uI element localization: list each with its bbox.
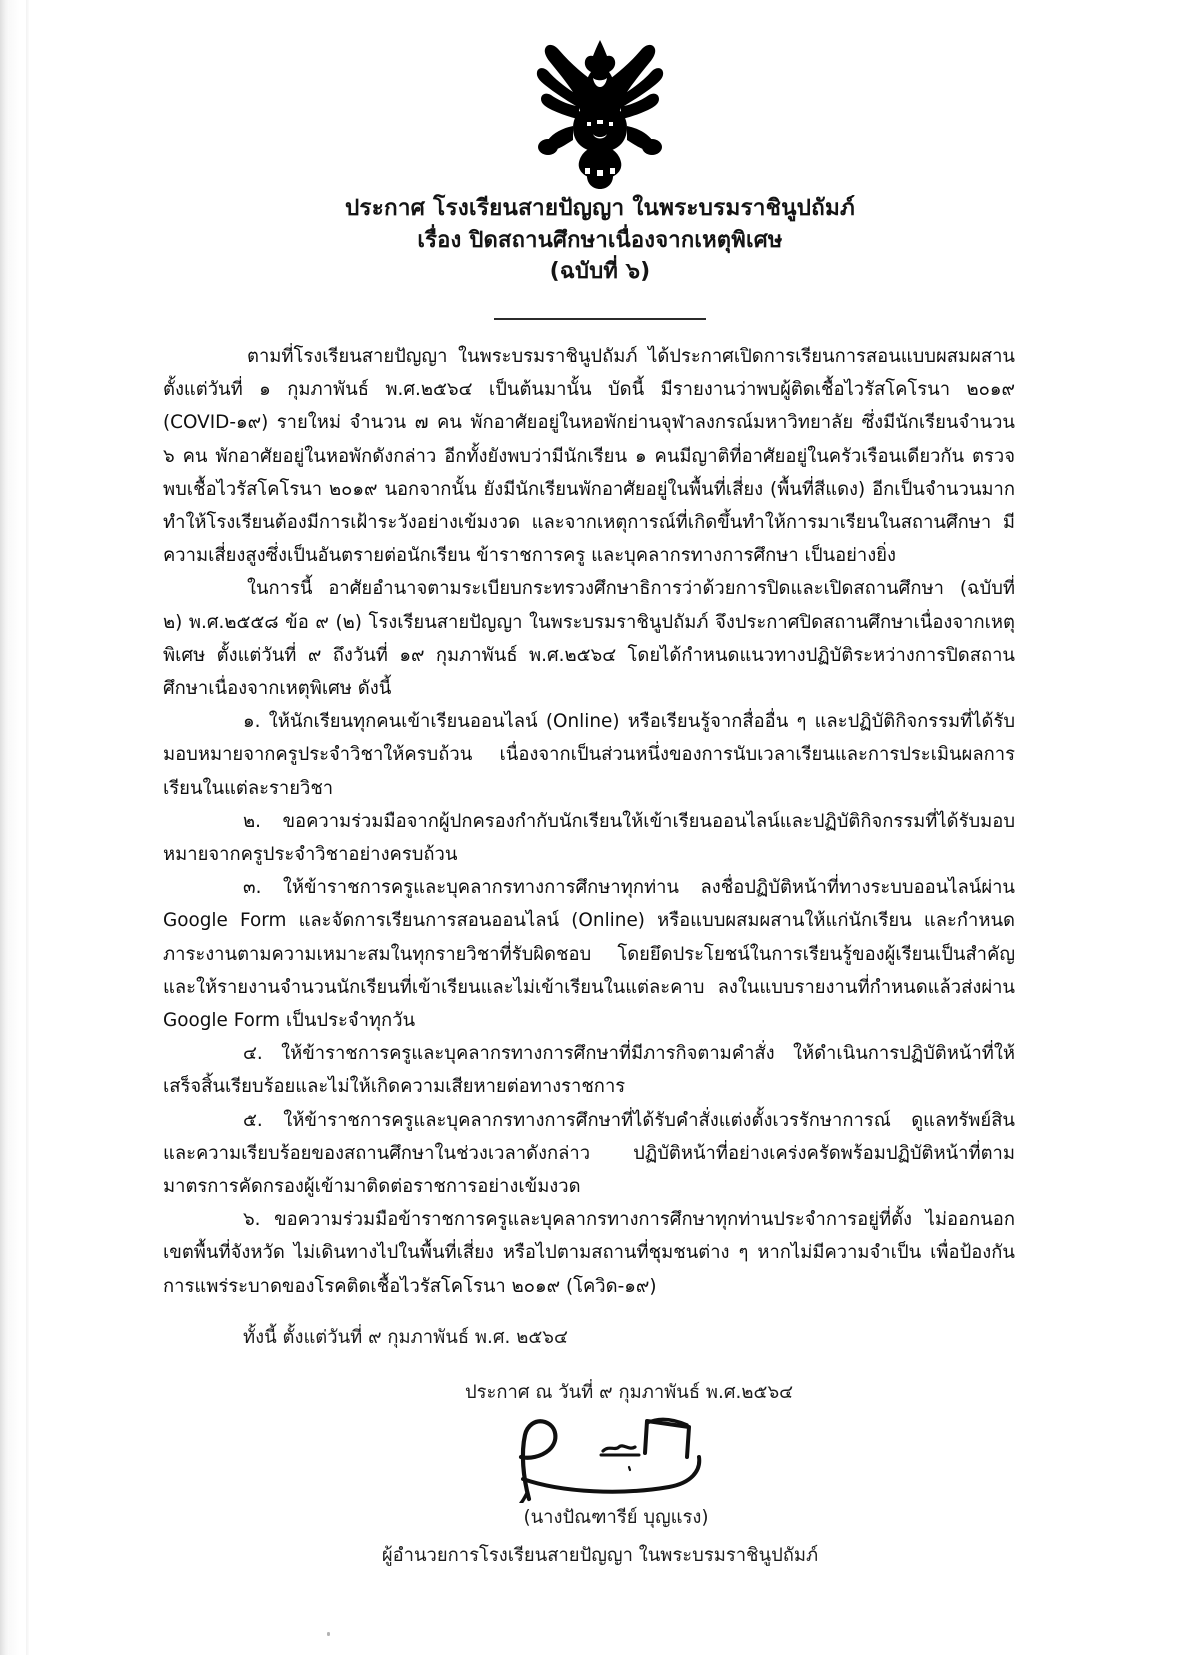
list-item-6-text: ๖. ขอความร่วมมือข้าราชการครูและบุคลากรทางการศึกษาทุกท่านประจำการอยู่ที่ตั้ง ไม่ออกนอกเขตพื้นที่จังหวัด ไม่เดินทางไปในพื้นที่เสี่ยง หรือไปตามสถานที่ชุมชนต่าง ๆ หากไม่มีความจำเป็น เพื่อป้องกันการแพร่ระบาดของโรคติดเชื้อไวรัสโคโรนา ๒๐๑๙ (โควิด-๑๙) [163, 1209, 1015, 1297]
list-item-5-text: ๕. ให้ข้าราชการครูและบุคลากรทางการศึกษาที่ได้รับคำสั่งแต่งตั้งเวรรักษาการณ์ ดูแลทรัพย์สินและความเรียบร้อยของสถานศึกษาในช่วงเวลาดังกล่าว ปฏิบัติหน้าที่อย่างเคร่งครัดพร้อมปฏิบัติหน้าที่ตามมาตรการคัดกรองผู้เข้ามาติดต่อราชการอย่างเข้มงวด [163, 1109, 1015, 1198]
signature-mark-container [0, 1407, 1200, 1503]
garuda-emblem [515, 34, 685, 192]
list-item-4-text: ๔. ให้ข้าราชการครูและบุคลากรทางการศึกษาที่มีภารกิจตามคำสั่ง ให้ดำเนินการปฏิบัติหน้าที่ให้เสร็จสิ้นเรียบร้อยและไม่ให้เกิดความเสียหายต่อทางราชการ [163, 1043, 1015, 1098]
paragraph-authority-text: ในการนี้ อาศัยอำนาจตามระเบียบกระทรวงศึกษาธิการว่าด้วยการปิดและเปิดสถานศึกษา (ฉบับที่ ๒) พ.ศ.๒๕๕๘ ข้อ ๙ (๒) โรงเรียนสายปัญญา ในพระบรมราชินูปถัมภ์ จึงประกาศปิดสถานศึกษาเนื่องจากเหตุพิเศษ ตั้งแต่วันที่ ๙ ถึงวันที่ ๑๙ กุมภาพันธ์ พ.ศ.๒๕๖๔ โดยได้กำหนดแนวทางปฏิบัติระหว่างการปิดสถานศึกษาเนื่องจากเหตุพิเศษ ดังนี้ [163, 578, 1015, 700]
announcement-subject-line: เรื่อง ปิดสถานศึกษาเนื่องจากเหตุพิเศษ [417, 227, 783, 253]
list-item-1-text: ๑. ให้นักเรียนทุกคนเข้าเรียนออนไลน์ (Online) หรือเรียนรู้จากสื่ออื่น ๆ และปฏิบัติกิจกรรมที่ได้รับมอบหมายจากครูประจำวิชาให้ครบถ้วน เนื่องจากเป็นส่วนหนึ่งของการนับเวลาเรียนและการประเมินผลการเรียนในแต่ละรายวิชา [163, 711, 1015, 799]
effective-date-text: ทั้งนี้ ตั้งแต่วันที่ ๙ กุมภาพันธ์ พ.ศ. ๒๕๖๔ [243, 1327, 568, 1349]
document-title-block [0, 193, 1200, 287]
list-item-4 [163, 1037, 1015, 1103]
list-item-3 [163, 871, 1015, 1037]
list-item-2 [163, 805, 1015, 871]
list-item-3-text: ๓. ให้ข้าราชการครูและบุคลากรทางการศึกษาทุกท่าน ลงชื่อปฏิบัติหน้าที่ทางระบบออนไลน์ผ่าน Google Form และจัดการเรียนการสอนออนไลน์ (Online) หรือแบบผสมผสานให้แก่นักเรียน และกำหนดภาระงานตามความเหมาะสมในทุกรายวิชาที่รับผิดชอบ โดยยึดประโยชน์ในการเรียนรู้ของผู้เรียนเป็นสำคัญ และให้รายงานจำนวนนักเรียนที่เข้าเรียนและไม่เข้าเรียนในแต่ละคาบ ลงในแบบรายงานที่กำหนดแล้วส่งผ่าน Google Form เป็นประจำทุกวัน [163, 877, 1015, 1032]
signer-name: (นางปัณฑารีย์ บุญแรง) [523, 1507, 709, 1528]
scan-speck [327, 1632, 330, 1636]
list-item-5 [163, 1104, 1015, 1204]
signature-block [0, 1378, 1200, 1570]
effective-date-line [163, 1321, 1015, 1354]
announcement-title-line-1: ประกาศ โรงเรียนสายปัญญา ในพระบรมราชินูปถัมภ์ [344, 195, 856, 221]
paragraph-authority [163, 572, 1015, 705]
announced-on-line: ประกาศ ณ วันที่ ๙ กุมภาพันธ์ พ.ศ.๒๕๖๔ [464, 1382, 794, 1403]
list-item-2-text: ๒. ขอความร่วมมือจากผู้ปกครองกำกับนักเรียนให้เข้าเรียนออนไลน์และปฏิบัติกิจกรรมที่ได้รับมอบหมายจากครูประจำวิชาอย่างครบถ้วน [163, 810, 1015, 866]
announcement-edition-line: (ฉบับที่ ๖) [549, 259, 651, 285]
signer-title: ผู้อำนวยการโรงเรียนสายปัญญา ในพระบรมราชินูปถัมภ์ [381, 1545, 819, 1566]
handwritten-signature [463, 1407, 763, 1503]
list-item-6 [163, 1203, 1015, 1303]
document-body [163, 340, 1015, 1373]
title-divider-rule [494, 318, 706, 320]
paragraph-background [163, 340, 1015, 572]
paragraph-background-text: ตามที่โรงเรียนสายปัญญา ในพระบรมราชินูปถัมภ์ ได้ประกาศเปิดการเรียนการสอนแบบผสมผสาน ตั้งแต่วันที่ ๑ กุมภาพันธ์ พ.ศ.๒๕๖๔ เป็นต้นมานั้น บัดนี้ มีรายงานว่าพบผู้ติดเชื้อไวรัสโคโรนา ๒๐๑๙ (COVID-๑๙) รายใหม่ จำนวน ๗ คน พักอาศัยอยู่ในหอพักย่านจุฬาลงกรณ์มหาวิทยาลัย ซึ่งมีนักเรียนจำนวน ๖ คน พักอาศัยอยู่ในหอพักดังกล่าว อีกทั้งยังพบว่ามีนักเรียน ๑ คนมีญาติที่อาศัยอยู่ในครัวเรือนเดียวกัน ตรวจพบเชื้อไวรัสโคโรนา ๒๐๑๙ นอกจากนั้น ยังมีนักเรียนพักอาศัยอยู่ในพื้นที่เสี่ยง (พื้นที่สีแดง) อีกเป็นจำนวนมาก ทำให้โรงเรียนต้องมีการเฝ้าระวังอย่างเข้มงวด และจากเหตุการณ์ที่เกิดขึ้นทำให้การมาเรียนในสถานศึกษา มีความเสี่ยงสูงซึ่งเป็นอันตรายต่อนักเรียน ข้าราชการครู และบุคลากรทางการศึกษา เป็นอย่างยิ่ง [163, 346, 1015, 567]
list-item-1 [163, 705, 1015, 805]
emblem-container [0, 34, 1200, 196]
